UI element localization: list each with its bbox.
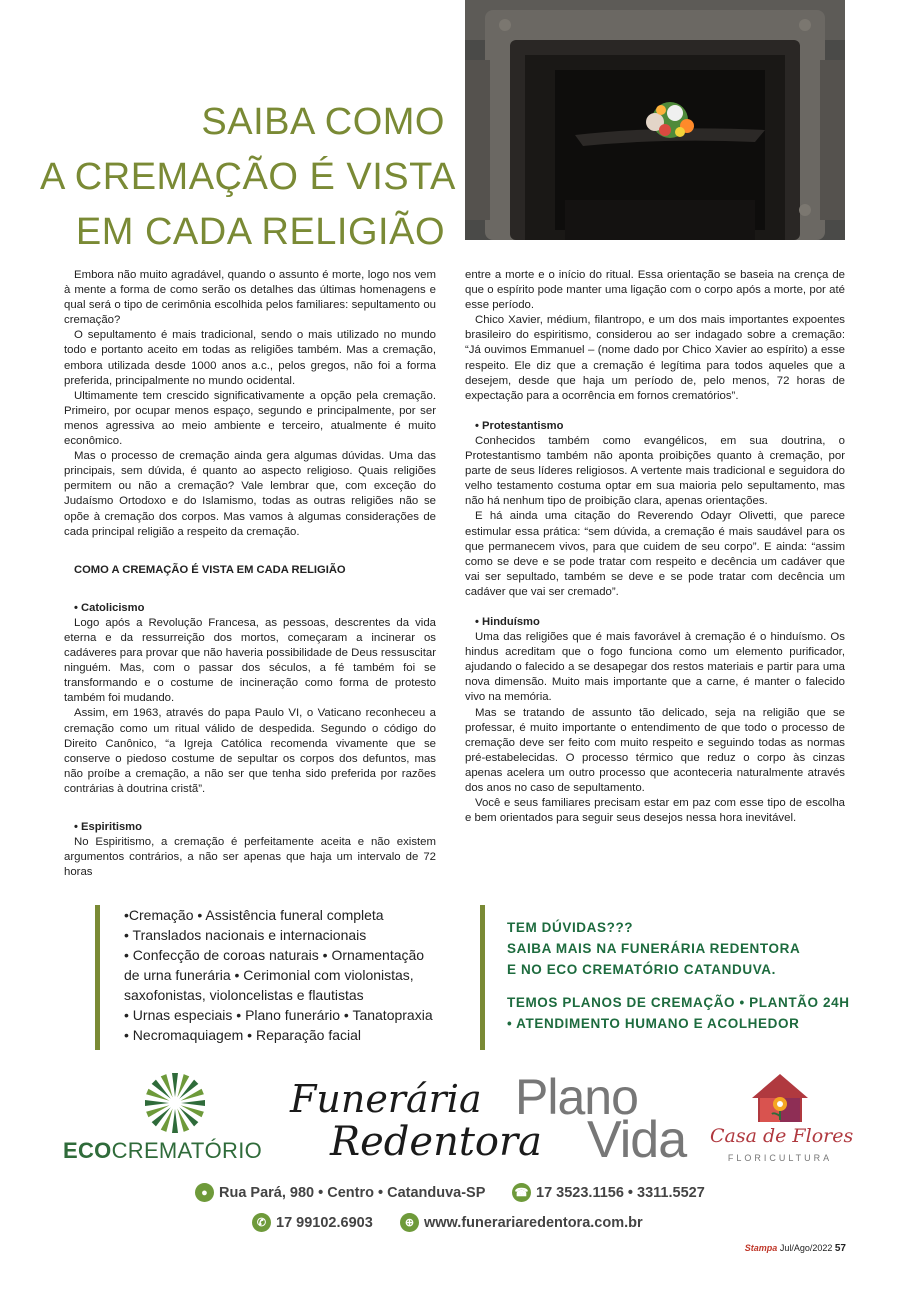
issue-date: Jul/Ago/2022 bbox=[779, 1243, 833, 1253]
address-item bbox=[195, 1183, 485, 1202]
title-line-3: EM CADA RELIGIÃO bbox=[75, 211, 445, 253]
paragraph: Logo após a Revolução Francesa, as pessoas, descrentes da vida eterna e da ressurreição dos mortos, começaram a incinerar os cadáveres para provar que não haveria possibilidade de Deus ressuscitar ninguém. Mas, com o passar dos séculos, a fé também foi se transformando e o costume de incineração como forma de protesto também foi mudando. bbox=[64, 616, 436, 705]
title-line-1: SAIBA COMO bbox=[201, 101, 445, 143]
vida-wordmark: Vida bbox=[587, 1111, 687, 1169]
cta-line: E NO ECO CREMATÓRIO CATANDUVA. bbox=[507, 962, 776, 977]
title-line-2: A CREMAÇÃO É VISTA bbox=[40, 156, 456, 198]
service-line: • Confecção de coroas naturais • Ornamentação bbox=[124, 947, 425, 963]
eco-sunburst-icon bbox=[60, 1070, 280, 1140]
paragraph: Uma das religiões que é mais favorável à cremação é o hinduísmo. Os hindus acreditam que o fogo funciona como um elemento purificador, ajudando o falecido a se desapegar dos restos materiais e partir para uma nova dimensão. Muito mais importante que a carne, é manter o falecido vivo na memória. bbox=[465, 631, 845, 704]
phone-item bbox=[512, 1183, 705, 1202]
paragraph: Você e seus familiares precisam estar em paz com esse tipo de escolha e bem orientados para seguir seus desejos nessa hora inevitável. bbox=[465, 797, 845, 825]
whatsapp-item bbox=[252, 1213, 373, 1232]
cta-line: TEMOS PLANOS DE CREMAÇÃO • PLANTÃO 24H bbox=[507, 995, 850, 1010]
website-item[interactable] bbox=[400, 1213, 643, 1232]
service-line: • Urnas especiais • Plano funerário • Tanatopraxia bbox=[124, 1007, 433, 1023]
phone-text: 17 3523.1156 • 3311.5527 bbox=[536, 1184, 705, 1201]
subheading-hinduismo: • Hinduísmo bbox=[475, 615, 540, 628]
page-footer bbox=[745, 1243, 846, 1254]
services-box bbox=[95, 905, 474, 1050]
paragraph: Conhecidos também como evangélicos, em sua doutrina, o Protestantismo também não aponta proibições quanto à cremação, por parte de seus líderes religiosos. A vertente mais tradicional e seguidora do velho testamento costuma optar em sua maioria pelo sepultamento, mas não há nenhum tipo de proibição clara, apenas orientações. bbox=[465, 434, 845, 508]
paragraph: No Espiritismo, a cremação é perfeitamente aceita e não existem argumentos contrários, a não ser apenas que haja um intervalo de 72 horas bbox=[64, 836, 436, 879]
cta-line: SAIBA MAIS NA FUNERÁRIA REDENTORA bbox=[507, 941, 801, 956]
funeraria-wordmark: Funerária bbox=[290, 1077, 482, 1121]
casa-de-flores-wordmark: Casa de Flores bbox=[710, 1125, 854, 1147]
plano-wordmark: Plano bbox=[515, 1069, 638, 1125]
cremation-oven-photo bbox=[465, 0, 845, 240]
cta-line: • ATENDIMENTO HUMANO E ACOLHEDOR bbox=[507, 1016, 800, 1031]
paragraph: E há ainda uma citação do Reverendo Odayr Olivetti, que parece estimular essa prática: “sem dúvida, a cremação é mais saudável para os que permanecem vivos, para que cuidem de seu corpo”. E ainda: “assim como se deve e se pode tratar com respeito e decência um cadáver que vai ser sepultado, também se deve e se pode tratar com decência um cadáver que vai ser cremado”. bbox=[465, 510, 845, 598]
location-pin-icon: ● bbox=[195, 1183, 214, 1202]
oven-illustration bbox=[465, 0, 845, 240]
website-link[interactable]: www.funerariaredentora.com.br bbox=[424, 1214, 643, 1231]
paragraph: O sepultamento é mais tradicional, sendo o mais utilizado no mundo todo e portanto aceito em todas as religiões também. Mas a cremação, embora utilizada desde 1000 anos a.c., pelos gregos, não foi a forma preferida, principalmente no mundo ocidental. bbox=[64, 329, 436, 387]
house-flower-icon bbox=[710, 1070, 850, 1125]
floricultura-wordmark: FLORICULTURA bbox=[727, 1153, 833, 1163]
service-line: • Necromaquiagem • Reparação facial bbox=[124, 1027, 362, 1043]
funeraria-redentora-logo bbox=[290, 1075, 542, 1170]
paragraph: Ultimamente tem crescido significativamente a opção pela cremação. Primeiro, por ocupar menos espaço, segundo e principalmente, por ser menos agressiva ao meio ambiente e terceiro, atualmente é muito econômico. bbox=[64, 389, 436, 448]
address-text: Rua Pará, 980 • Centro • Catanduva-SP bbox=[219, 1184, 486, 1201]
whatsapp-text: 17 99102.6903 bbox=[276, 1214, 373, 1231]
eco-wordmark bbox=[63, 1138, 262, 1164]
paragraph: Chico Xavier, médium, filantropo, e um dos mais importantes expoentes brasileiro do espiritismo, considerou ao ser indagado sobre a cremação: “Já ouvimos Emmanuel – (nome dado por Chico Xavier ao espírito) a esse respeito. Ele diz que a cremação é legítima para todos aqueles que a desejem, desde que haja um período de, pelo menos, 72 horas de expectação para a ocorrência em fornos crematórios”. bbox=[465, 314, 845, 402]
paragraph: Embora não muito agradável, quando o assunto é morte, logo nos vem à mente a forma de como serão os detalhes das últimas homenagens e qual será o tipo de cerimônia escolhida pelos familiares: sepultamento ou cremação? bbox=[64, 269, 436, 327]
eco-wordmark-a: ECO bbox=[63, 1138, 112, 1163]
service-line: de urna funerária • Cerimonial com violonistas, bbox=[124, 967, 414, 983]
phone-icon: ☎ bbox=[512, 1183, 531, 1202]
subheading-catolicismo: • Catolicismo bbox=[74, 601, 145, 614]
service-line: •Cremação • Assistência funeral completa bbox=[124, 907, 384, 923]
subheading-espiritismo: • Espiritismo bbox=[74, 821, 142, 833]
cta-box bbox=[480, 905, 867, 1050]
service-line: • Translados nacionais e internacionais bbox=[124, 927, 367, 943]
eco-wordmark-b: CREMATÓRIO bbox=[111, 1138, 263, 1163]
plano-vida-logo bbox=[515, 1070, 705, 1170]
ecocrematorio-logo bbox=[60, 1070, 280, 1170]
casa-de-flores-logo bbox=[710, 1070, 854, 1170]
article-column-right bbox=[465, 268, 845, 826]
cta-line: TEM DÚVIDAS??? bbox=[507, 920, 634, 935]
page-title bbox=[40, 95, 456, 260]
paragraph: entre a morte e o início do ritual. Essa orientação se baseia na crença de que o espírito pode manter uma ligação com o corpo após a morte, por até esse período. bbox=[465, 269, 845, 312]
magazine-brand: Stampa bbox=[744, 1243, 778, 1253]
whatsapp-icon: ✆ bbox=[252, 1213, 271, 1232]
service-line: saxofonistas, violoncelistas e flautistas bbox=[124, 987, 364, 1003]
paragraph: Assim, em 1963, através do papa Paulo VI, o Vaticano reconheceu a cremação como um ritual válido de despedida. Segundo o código do Direito Canônico, “a Igreja Católica recomenda vivamente que se conserve o piedoso costume de sepultar os corpos dos defuntos, mas não proíbe a cremação, a não ser que tenha sido preferida por razões contrárias à doutrina cristã”. bbox=[64, 707, 436, 795]
page-number: 57 bbox=[834, 1243, 846, 1254]
subheading-protestantismo: • Protestantismo bbox=[475, 419, 564, 432]
section-heading: COMO A CREMAÇÃO É VISTA EM CADA RELIGIÃO bbox=[74, 563, 346, 576]
article-column-left bbox=[64, 268, 436, 880]
paragraph: Mas se tratando de assunto tão delicado, seja na religião que se professar, é muito importante o entendimento de que todo o processo de cremação deve ser feito com muito respeito e seguindo todas as normas pré-estabelecidas. O processo térmico que reduz o corpo às cinzas apenas acelera um outro processo que aconteceria naturalmente através dos anos no caso de sepultamento. bbox=[465, 706, 845, 794]
paragraph: Mas o processo de cremação ainda gera algumas dúvidas. Uma das principais, sem dúvida, é quanto ao aspecto religioso. Quais religiões permitem ou não a cremação? Vale lembrar que, com exceção do Judaísmo Ortodoxo e do Islamismo, todas as outras religiões não se opõe à cremação dos corpos. Mas vamos à algumas considerações de cada principal religião a respeito da cremação. bbox=[64, 450, 436, 538]
sponsor-logos bbox=[60, 1069, 854, 1170]
globe-icon: ⊕ bbox=[400, 1213, 419, 1232]
redentora-wordmark: Redentora bbox=[330, 1119, 542, 1165]
